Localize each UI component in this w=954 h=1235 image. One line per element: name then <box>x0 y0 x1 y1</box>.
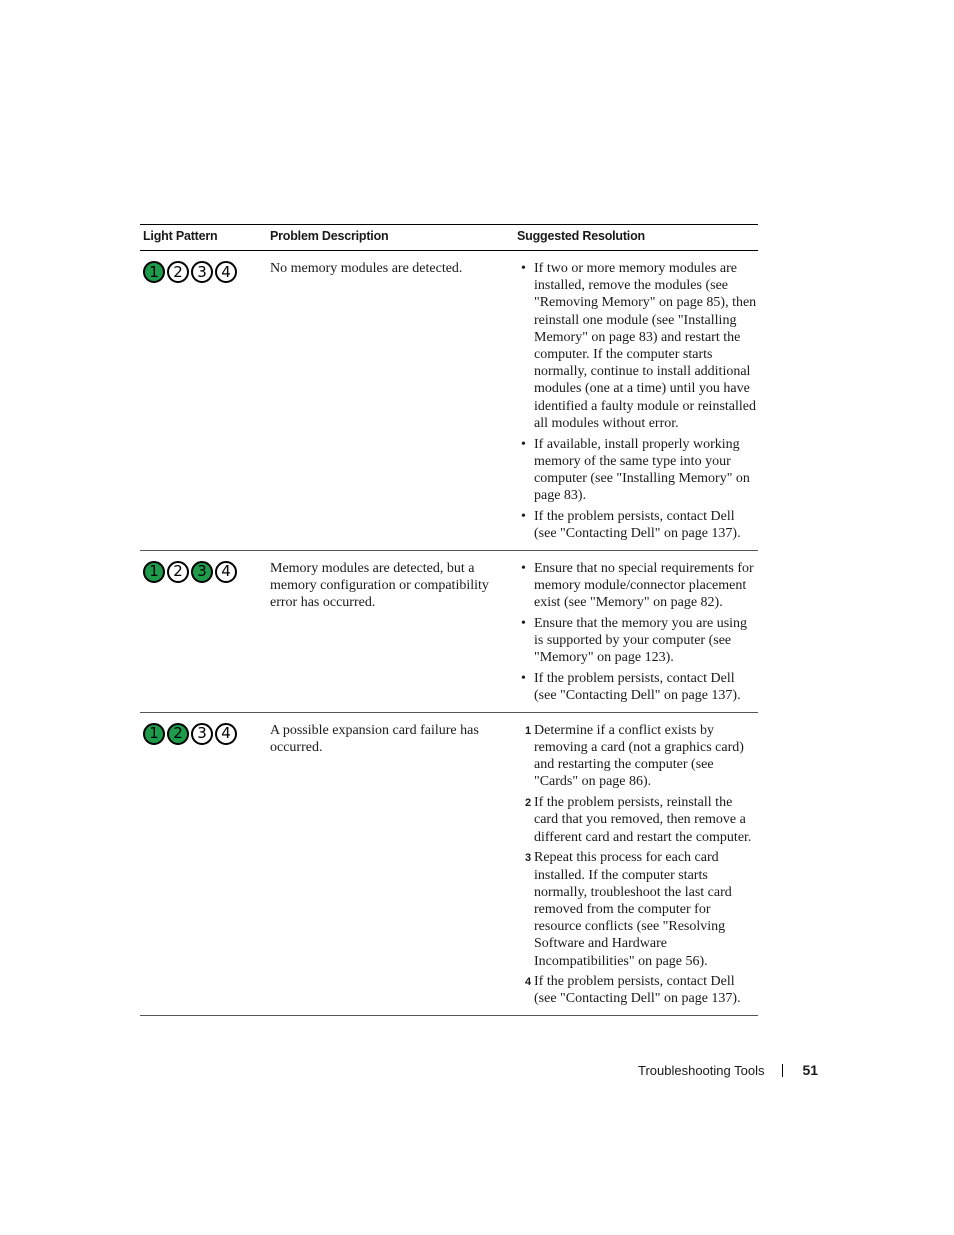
header-problem-description: Problem Description <box>270 229 389 243</box>
light-pattern <box>143 723 237 745</box>
resolution-text: If the problem persists, contact Dell (see "Contacting Dell" on page 137). <box>534 508 741 542</box>
step-number: 1 <box>525 724 532 737</box>
resolution-text: If the problem persists, contact Dell (see "Contacting Dell" on page 137). <box>534 974 741 1007</box>
table-row <box>140 713 758 1016</box>
bullet-icon: • <box>521 508 526 524</box>
table-header <box>140 224 758 251</box>
list-item <box>521 849 758 969</box>
diagnostic-light-icon: 1 <box>143 723 165 745</box>
bullet-icon: • <box>521 261 526 276</box>
resolution-text: If available, install properly working memory of the same type into your computer (see "Installing Memory" on page 83). <box>534 436 750 504</box>
resolution-text: If the problem persists, contact Dell (see "Contacting Dell" on page 137). <box>534 670 741 704</box>
list-item <box>521 722 758 791</box>
diagnostic-lights-table <box>140 224 758 1016</box>
suggested-resolution <box>521 251 758 550</box>
suggested-resolution <box>521 713 758 1015</box>
list-item <box>521 973 758 1007</box>
bullet-icon: • <box>521 560 526 576</box>
resolution-text: If the problem persists, reinstall the card that you removed, then remove a different card and restart the computer. <box>534 795 752 845</box>
list-item <box>521 615 758 667</box>
diagnostic-light-icon: 2 <box>167 723 189 745</box>
diagnostic-light-icon: 4 <box>215 561 237 583</box>
footer-divider <box>782 1064 783 1077</box>
diagnostic-light-icon: 1 <box>143 561 165 583</box>
section-title: Troubleshooting Tools <box>638 1062 765 1078</box>
resolution-text: Repeat this process for each card installed. If the computer starts normally, troubleshoot the last card removed from the computer for resource conflicts (see "Resolving Software and Hardware Incompatibilities" on page 56). <box>534 850 732 969</box>
resolution-text: Determine if a conflict exists by removing a card (not a graphics card) and restarting the computer (see "Cards" on page 86). <box>534 722 744 790</box>
diagnostic-light-icon: 3 <box>191 723 213 745</box>
problem-description: A possible expansion card failure has occurred. <box>270 722 479 756</box>
light-pattern <box>143 561 237 583</box>
page-footer <box>638 1062 818 1078</box>
light-pattern <box>143 261 237 283</box>
list-item <box>521 436 758 505</box>
suggested-resolution <box>521 551 758 712</box>
bullet-icon: • <box>521 670 526 686</box>
bullet-icon: • <box>521 436 526 452</box>
list-item <box>521 260 758 432</box>
diagnostic-light-icon: 1 <box>143 261 165 283</box>
list-item <box>521 508 758 542</box>
diagnostic-light-icon: 4 <box>215 261 237 283</box>
list-item <box>521 670 758 704</box>
page-number: 51 <box>802 1062 819 1078</box>
diagnostic-light-icon: 3 <box>191 561 213 583</box>
header-light-pattern: Light Pattern <box>143 229 218 243</box>
problem-description: No memory modules are detected. <box>270 261 463 276</box>
resolution-text: Ensure that the memory you are using is supported by your computer (see "Memory" on page 123). <box>534 615 748 666</box>
table-row <box>140 551 758 713</box>
bullet-icon: • <box>521 615 526 631</box>
diagnostic-light-icon: 2 <box>167 261 189 283</box>
diagnostic-light-icon: 2 <box>167 561 189 583</box>
resolution-text: If two or more memory modules are installed, remove the modules (see "Removing Memory" on page 85), then reinstall one module (see "Installing Memory" on page 83) and restart the computer. If the computer starts normally, continue to install additional modules (one at a time) until you have identified a faulty module or reinstalled all modules without error. <box>534 261 757 431</box>
step-number: 4 <box>525 976 532 989</box>
step-number: 2 <box>525 797 532 810</box>
table-row <box>140 251 758 551</box>
list-item <box>521 794 758 846</box>
problem-description: Memory modules are detected, but a memory configuration or compatibility error has occurred. <box>270 560 489 611</box>
diagnostic-light-icon: 3 <box>191 261 213 283</box>
list-item <box>521 560 758 612</box>
diagnostic-light-icon: 4 <box>215 723 237 745</box>
step-number: 3 <box>525 852 532 865</box>
resolution-text: Ensure that no special requirements for memory module/connector placement exist (see "Memory" on page 82). <box>534 560 754 611</box>
header-suggested-resolution: Suggested Resolution <box>517 229 645 243</box>
